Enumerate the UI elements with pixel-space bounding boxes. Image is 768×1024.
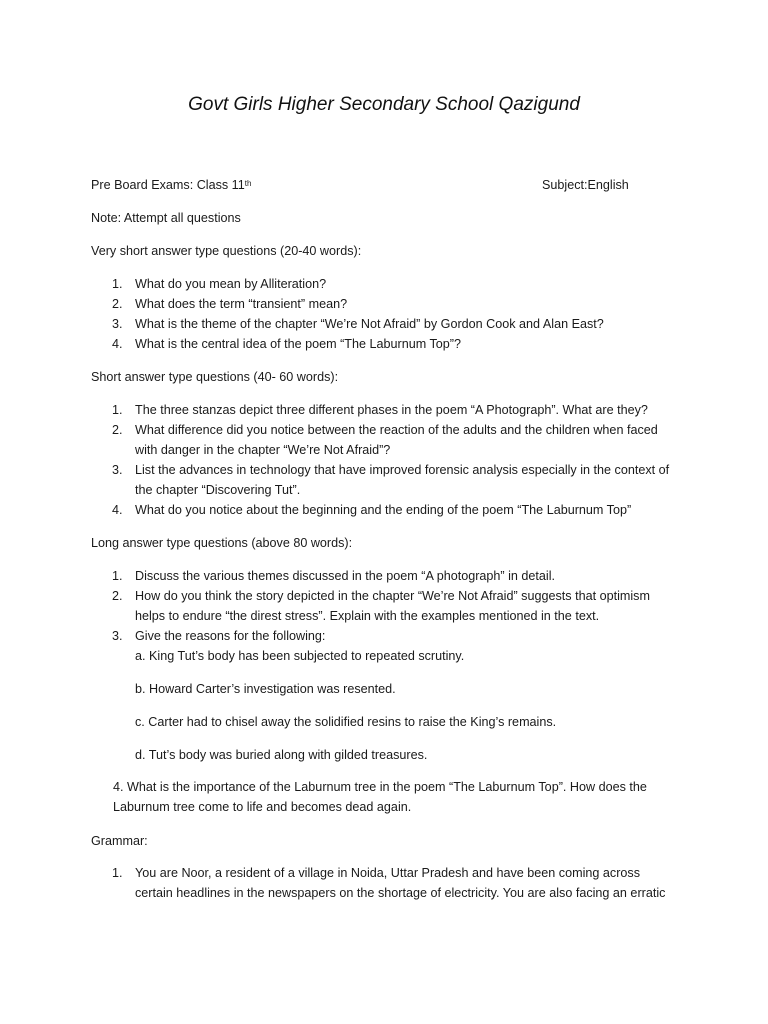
question-number: 1.: [112, 569, 123, 583]
long-answer-question-list: [112, 566, 682, 765]
question-text: What does the term “transient” mean?: [135, 297, 348, 311]
question-text: What do you notice about the beginning and the ending of the poem “The Laburnum Top”: [135, 503, 632, 517]
question-text: Give the reasons for the following:: [135, 629, 326, 643]
question-item: [112, 626, 682, 765]
question-number: 3.: [112, 317, 123, 331]
question-item: [112, 274, 682, 294]
question-text-cont: Laburnum tree come to life and becomes dead again.: [113, 800, 412, 814]
question-item: [112, 400, 682, 420]
question-text-cont: the chapter “Discovering Tut”.: [135, 483, 301, 497]
long-question-4: [113, 777, 683, 817]
school-title: Govt Girls Higher Secondary School Qazigund: [188, 94, 580, 115]
question-item: [112, 294, 682, 314]
question-item: [112, 314, 682, 334]
question-number: 3.: [112, 629, 123, 643]
question-item: [112, 420, 682, 460]
question-item: [112, 500, 682, 520]
exam-class-text: Pre Board Exams: Class 11: [91, 178, 245, 192]
sub-question-d: d. Tut’s body was buried along with gilded treasures.: [135, 748, 428, 762]
question-number: 3.: [112, 463, 123, 477]
question-text-cont: with danger in the chapter “We’re Not Afraid”?: [135, 443, 391, 457]
question-number: 1.: [112, 403, 123, 417]
exam-class-label: [91, 175, 251, 197]
question-number: 4.: [112, 337, 123, 351]
question-text: The three stanzas depict three different phases in the poem “A Photograph”. What are they?: [135, 403, 648, 417]
question-text-cont: certain headlines in the newspapers on the shortage of electricity. You are also facing an erratic: [135, 886, 666, 900]
question-number: 1.: [112, 866, 123, 880]
question-number: 2.: [112, 423, 123, 437]
question-item: [112, 460, 682, 500]
grammar-question-list: [112, 863, 682, 903]
question-number: 4.: [112, 503, 123, 517]
very-short-heading: Very short answer type questions (20-40 words):: [91, 244, 362, 258]
question-text: What is the central idea of the poem “The Laburnum Top”?: [135, 337, 461, 351]
question-number: 2.: [112, 297, 123, 311]
question-text: How do you think the story depicted in the chapter “We’re Not Afraid” suggests that optimism: [135, 589, 650, 603]
question-number: 2.: [112, 589, 123, 603]
very-short-question-list: [112, 274, 682, 354]
grammar-heading: Grammar:: [91, 834, 148, 848]
instructions-note: Note: Attempt all questions: [91, 211, 241, 225]
question-text: What is the theme of the chapter “We’re Not Afraid” by Gordon Cook and Alan East?: [135, 317, 604, 331]
sub-question-c: c. Carter had to chisel away the solidified resins to raise the King’s remains.: [135, 715, 557, 729]
sub-question-a: a. King Tut’s body has been subjected to repeated scrutiny.: [135, 649, 465, 663]
subject-label: Subject:English: [542, 178, 629, 192]
question-text: List the advances in technology that have improved forensic analysis especially in the context of: [135, 463, 670, 477]
short-answer-heading: Short answer type questions (40- 60 words):: [91, 370, 339, 384]
question-text: Discuss the various themes discussed in the poem “A photograph” in detail.: [135, 569, 556, 583]
question-number: 1.: [112, 277, 123, 291]
question-item: [112, 586, 682, 626]
question-item: [112, 334, 682, 354]
question-text: You are Noor, a resident of a village in Noida, Uttar Pradesh and have been coming across: [135, 866, 640, 880]
question-text-cont: helps to endure “the direst stress”. Explain with the examples mentioned in the text.: [135, 609, 600, 623]
question-text: 4. What is the importance of the Laburnum tree in the poem “The Laburnum Top”. How does the: [113, 780, 647, 794]
question-item: [112, 863, 682, 903]
question-text: What do you mean by Alliteration?: [135, 277, 327, 291]
class-ordinal-suffix: th: [244, 179, 252, 188]
sub-question-b: b. Howard Carter’s investigation was resented.: [135, 682, 396, 696]
short-answer-question-list: [112, 400, 682, 520]
long-answer-heading: Long answer type questions (above 80 words):: [91, 536, 353, 550]
question-item: [112, 566, 682, 586]
question-text: What difference did you notice between the reaction of the adults and the children when faced: [135, 423, 658, 437]
